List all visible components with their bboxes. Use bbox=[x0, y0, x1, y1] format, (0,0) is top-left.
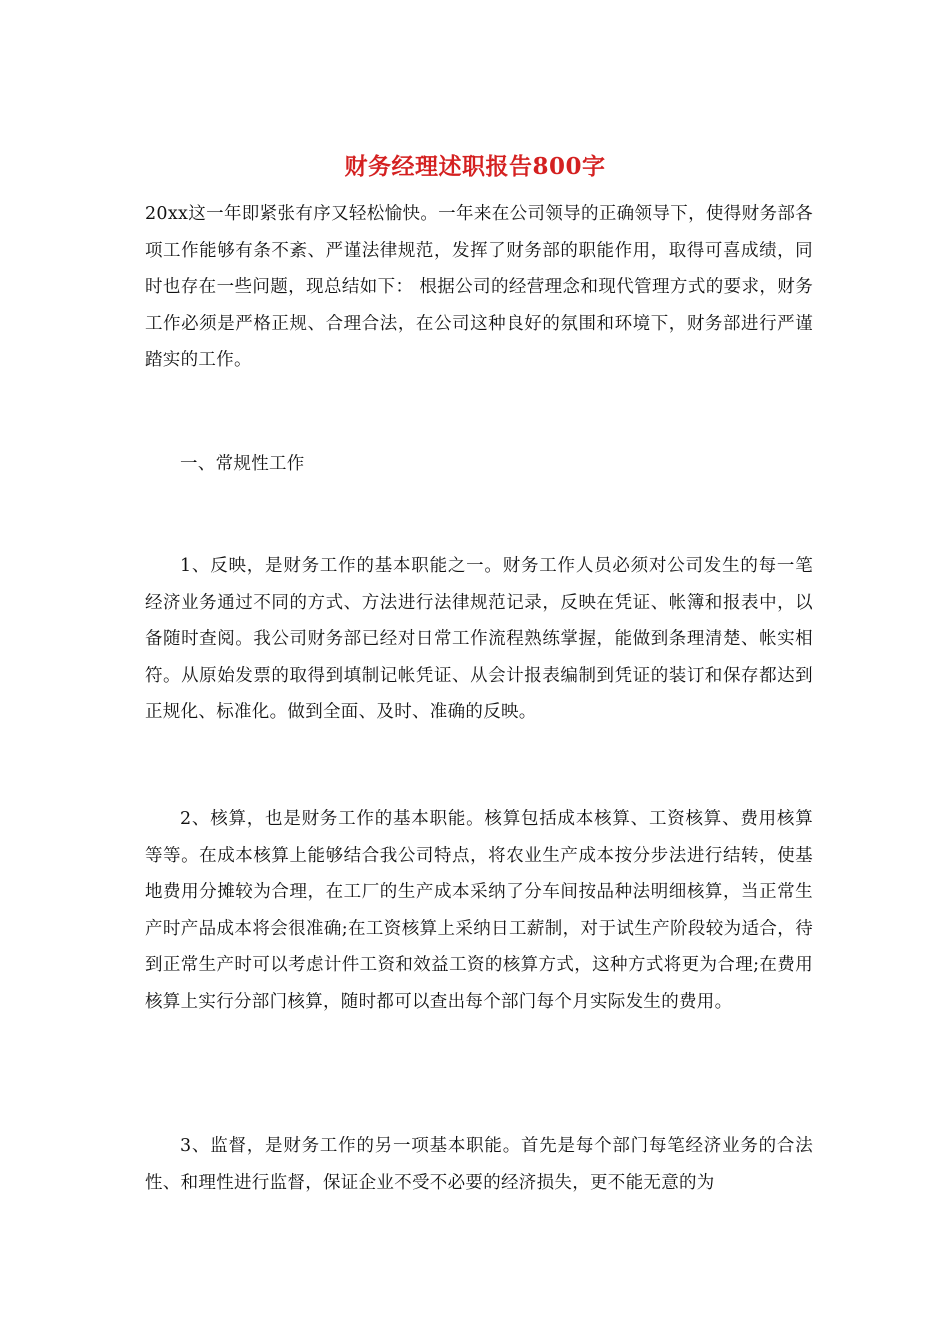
document-title: 财务经理述职报告800字 bbox=[344, 153, 606, 180]
intro-paragraph: 20xx这一年即紧张有序又轻松愉快。一年来在公司领导的正确领导下，使得财务部各项工作能够有条不紊、严谨法律规范，发挥了财务部的职能作用，取得可喜成绩，同时也存在一些问题，现总结如下： 根据公司的经营理念和现代管理方式的要求，财务工作必须是严格正规、合理合法，在公司这种良好的氛围和环境下，财务部进行严谨踏实的工作。 bbox=[145, 204, 813, 370]
paragraph-2: 2、核算，也是财务工作的基本职能。核算包括成本核算、工资核算、费用核算等等。在成本核算上能够结合我公司特点，将农业生产成本按分步法进行结转，使基地费用分摊较为合理，在工厂的生产成本采纳了分车间按品种法明细核算，当正常生产时产品成本将会很准确;在工资核算上采纳日工薪制，对于试生产阶段较为适合，待到正常生产时可以考虑计件工资和效益工资的核算方式，这种方式将更为合理;在费用核算上实行分部门核算，随时都可以查出每个部门每个月实际发生的费用。 bbox=[145, 809, 813, 1012]
paragraph-1: 1、反映，是财务工作的基本职能之一。财务工作人员必须对公司发生的每一笔经济业务通过不同的方式、方法进行法律规范记录，反映在凭证、帐簿和报表中，以备随时查阅。我公司财务部已经对日常工作流程熟练掌握，能做到条理清楚、帐实相符。从原始发票的取得到填制记帐凭证、从会计报表编制到凭证的装订和保存都达到正规化、标准化。做到全面、及时、准确的反映。 bbox=[145, 556, 813, 722]
paragraph-3: 3、监督，是财务工作的另一项基本职能。首先是每个部门每笔经济业务的合法性、和理性进行监督，保证企业不受不必要的经济损失，更不能无意的为 bbox=[145, 1136, 813, 1193]
section-heading: 一、常规性工作 bbox=[180, 454, 305, 474]
